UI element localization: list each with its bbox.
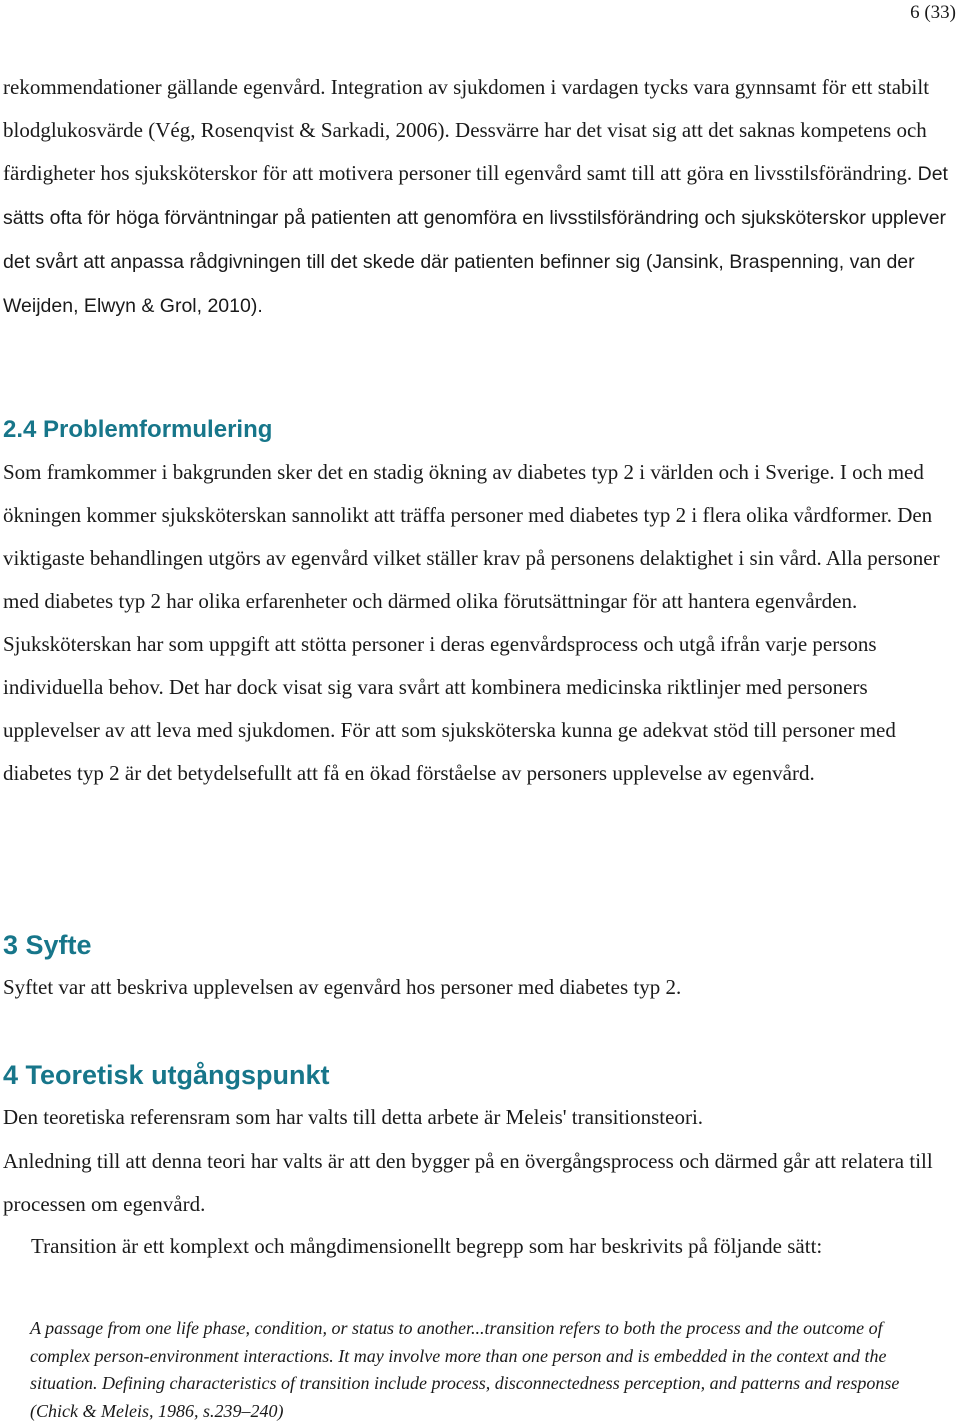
teori-intro-line: Den teoretiska referensram som har valts till detta arbete är Meleis' transitionsteori.	[3, 1105, 704, 1129]
section-heading-problemformulering: 2.4 Problemformulering	[3, 416, 273, 443]
teori-motivation-paragraph: Anledning till att denna teori har valts är att den bygger på en övergångsprocess och därmed går att relatera till processen om egenvård.	[3, 1149, 933, 1216]
intro-text-part2: Det sätts ofta för höga förväntningar på patienten att genomföra en livsstilsförändring och sjuksköterskor upplever det svårt att anpassa rådgivningen till det skede där patienten befinner sig (Jansink, Braspenning, van der Weijden, Elwyn & Grol, 2010).	[3, 163, 948, 317]
transition-definition-intro: Transition är ett komplext och mångdimensionellt begrepp som har beskrivits på följande sätt:	[31, 1234, 823, 1258]
intro-paragraph	[3, 66, 953, 328]
transition-quote: A passage from one life phase, condition, or status to another...transition refers to both the process and the outcome of complex person-environment interactions. It may involve more than one person and is embedded in the context and the situation. Defining characteristics of transition include process, disconnectedness perception, and patterns and response (Chick & Meleis, 1986, s.239–240)	[30, 1318, 900, 1421]
problemformulering-paragraph: Som framkommer i bakgrunden sker det en stadig ökning av diabetes typ 2 i världen och i Sverige. I och med ökningen kommer sjuksköterskan sannolikt att träffa personer med diabetes typ 2 i flera olika vårdformer. Den viktigaste behandlingen utgörs av egenvård vilket ställer krav på personens delaktighet i sin vård. Alla personer med diabetes typ 2 har olika erfarenheter och därmed olika förutsättningar för att hantera egenvården. Sjuksköterskan har som uppgift att stötta personer i deras egenvårdsprocess och utgå ifrån varje persons individuella behov. Det har dock visat sig vara svårt att kombinera medicinska riktlinjer med personers upplevelser av att leva med sjukdomen. För att som sjuksköterska kunna ge adekvat stöd till personer med diabetes typ 2 är det betydelsefullt att få en ökad förståelse av personers upplevelse av egenvård.	[3, 460, 940, 785]
section-heading-syfte: 3 Syfte	[3, 930, 92, 960]
syfte-paragraph: Syftet var att beskriva upplevelsen av egenvård hos personer med diabetes typ 2.	[3, 975, 682, 999]
intro-text-part1: rekommendationer gällande egenvård. Integration av sjukdomen i vardagen tycks vara gynnsamt för ett stabilt blodglukosvärde (Vég, Rosenqvist & Sarkadi, 2006). Dessvärre har det visat sig att det saknas kompetens och färdigheter hos sjuksköterskor för att motivera personer till egenvård samt till att göra en livsstilsförändring.	[3, 75, 930, 185]
page-number: 6 (33)	[910, 2, 956, 23]
section-heading-teoretisk-utgangspunkt: 4 Teoretisk utgångspunkt	[3, 1060, 330, 1090]
